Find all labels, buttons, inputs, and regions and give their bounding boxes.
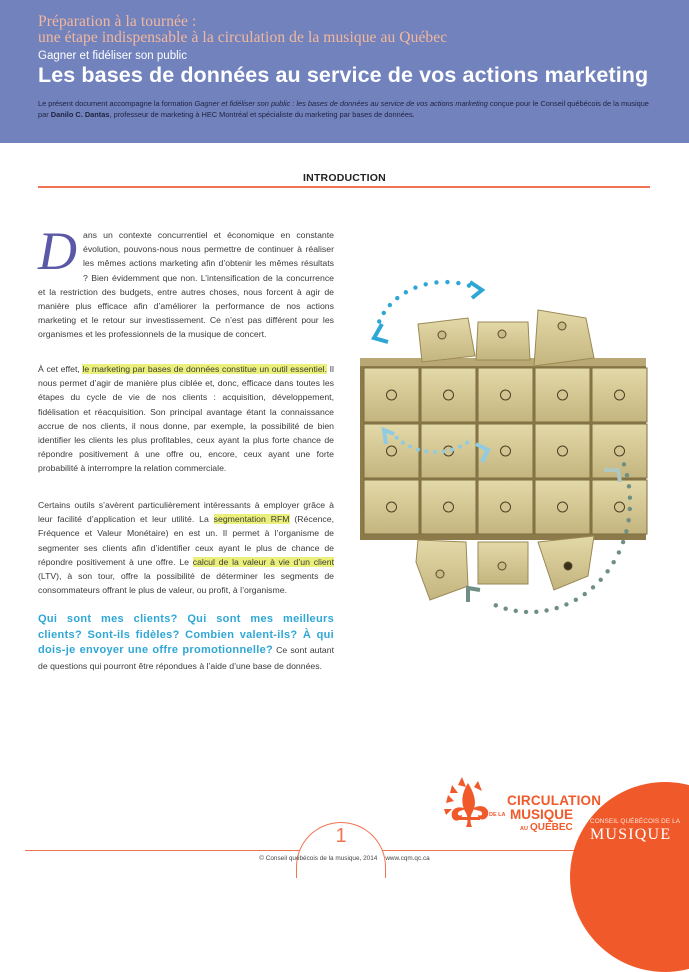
arrow-dot <box>622 462 626 466</box>
arrow-dot <box>554 606 558 610</box>
fleur-de-lis-sun-icon <box>438 775 498 835</box>
drawer-knob <box>387 446 397 456</box>
paragraph-3-c: (LTV), à son tour, offre la possibilité de déterminer les segments de consommateurs offrant le plus de valeur, ou profit, à l’organisme. <box>38 571 334 596</box>
arrow-dot <box>404 290 408 294</box>
arrow-dot <box>458 445 462 449</box>
arrow-dot <box>450 448 454 452</box>
drawer-knob <box>501 446 511 456</box>
paragraph-3 <box>38 498 334 597</box>
kicker <box>38 14 447 46</box>
arrow-dot <box>445 280 449 284</box>
drawer-knob <box>615 446 625 456</box>
note-author: Danilo C. Dantas <box>50 109 110 119</box>
note-course-title: Gagner et fidéliser son public : les bases de données au service de vos actions marketing <box>194 99 488 108</box>
bottom-drawers <box>416 536 594 600</box>
header-banner <box>0 0 689 143</box>
paragraph-2 <box>38 362 334 476</box>
arrow-dot <box>494 603 498 607</box>
arrow-dot <box>524 610 528 614</box>
arrow-dot <box>434 280 438 284</box>
top-drawers <box>418 310 594 366</box>
subtitle: Gagner et fidéliser son public <box>38 50 187 62</box>
arrow-dot <box>408 445 412 449</box>
arrow-dot <box>442 449 446 453</box>
paragraph-3-a: Certains outils s’avèrent particulièrement intéressants à employer grâce à leur facilité d’application et leur utilité. La <box>38 500 334 525</box>
section-divider <box>38 186 650 188</box>
arrow-dot <box>433 450 437 454</box>
page-number: 1 <box>335 825 347 847</box>
arrow-dot <box>401 441 405 445</box>
arrow-dot <box>583 592 587 596</box>
arrow-dot <box>456 281 460 285</box>
arrow-dot <box>605 569 609 573</box>
arrow-dot <box>544 608 548 612</box>
drawer-knob <box>558 390 568 400</box>
arrow-dot <box>395 296 399 300</box>
drawer-knob <box>387 502 397 512</box>
circulation-logo-line-3: QUÉBEC <box>530 822 573 833</box>
paragraph-2-rest: Il nous permet d’agir de manière plus ciblée et, donc, efficace dans toutes les étapes du cycle de vie de nos clients : acquisition, développement, fidélisation et réacquisition. Son principal avantage étant la connaissance accrue de nos clients, il nous donne, par exemple, la possibilité de bien identifier les clients les plus profitables, ceux ayant la plus forte chance de répondre positivement à une offre ou, encore, ceux ayant une forte probabilité à interrompre la relation commerciale. <box>38 364 334 474</box>
arrow-dot <box>628 507 632 511</box>
drawer-knob <box>501 502 511 512</box>
arrow-dot <box>626 518 630 522</box>
arrow-dot <box>465 441 469 445</box>
arrow-dot <box>377 319 381 323</box>
arrow-dot <box>413 285 417 289</box>
arrow-dot <box>624 529 628 533</box>
arrow-dot <box>534 610 538 614</box>
drawer-knob <box>558 446 568 456</box>
cqm-logo-line-1: CONSEIL QUÉBÉCOIS DE LA <box>590 818 681 825</box>
arrow-dot <box>599 578 603 582</box>
arrow-dot <box>424 282 428 286</box>
arrow-dot <box>611 560 615 564</box>
arrow-dot <box>564 602 568 606</box>
drawer-knob <box>501 390 511 400</box>
circulation-logo-line-1: CIRCULATION <box>507 793 602 808</box>
section-title: INTRODUCTION <box>303 172 386 184</box>
intro-note <box>38 99 658 120</box>
arrow-dot <box>574 598 578 602</box>
kicker-line-1: Préparation à la tournée : <box>38 13 197 30</box>
note-part-1: Le présent document accompagne la formation <box>38 99 195 108</box>
paragraph-3-b: (Récence, Fréquence et Valeur Monétaire) en est un. Il permet à l’organisme de segmenter ses clients afin d’identifier ceux ayant le plus de chance de répondre positivement à une offre. Le <box>38 514 334 567</box>
arrow-dot <box>591 585 595 589</box>
drawer-knob <box>444 390 454 400</box>
paragraph-1-text: ans un contexte concurrentiel et économique en constante évolution, pouvons-nous nous permettre de continuer à réaliser les mêmes actions marketing afin d’obtenir les mêmes résultats ? Bien évidemment que non. L’intensification de la concurrence et la restriction des budgets, entre autres choses, nous forcent à agir de manière plus efficace afin d’améliorer la performance de nos actions marketing et le retour sur investissement. Ce n’est pas différent pour les organismes et les professionnels de la musique de concert. <box>38 230 334 340</box>
arrow-dot <box>617 550 621 554</box>
key-questions: Qui sont mes clients? Qui sont mes meilleurs clients? Sont-ils fidèles? Combien valent-ils? À qui dois-je envoyer une offre promotionnelle? <box>38 613 334 656</box>
arrow-dot <box>627 484 631 488</box>
drawer-grid <box>364 368 647 534</box>
drawer-cabinet-illustration <box>350 262 670 642</box>
arrow-dot <box>424 449 428 453</box>
highlight-rfm: segmentation RFM <box>213 514 290 525</box>
arrow-dot <box>625 473 629 477</box>
paragraph-1 <box>38 221 334 342</box>
arrow-dot <box>416 448 420 452</box>
drawer-knob <box>615 390 625 400</box>
paragraph-4 <box>38 612 334 673</box>
arrow-dot <box>514 609 518 613</box>
arrow-dot <box>621 540 625 544</box>
arrow-dot <box>382 311 386 315</box>
drop-cap: D <box>38 221 77 281</box>
copyright: © Conseil québécois de la musique, 2014 <box>259 855 378 862</box>
drawer-knob <box>615 502 625 512</box>
drawer-knob <box>387 390 397 400</box>
circulation-logo-au: AU <box>520 826 528 832</box>
kicker-line-2: une étape indispensable à la circulation de la musique au Québec <box>38 29 448 46</box>
note-part-2: conçue pour le Conseil québécois de la musique par <box>38 99 649 119</box>
website-link[interactable]: www.cqm.qc.ca <box>385 855 430 862</box>
note-part-3: , professeur de marketing à HEC Montréal et spécialiste du marketing par bases de données. <box>109 109 415 119</box>
circulation-logo-de-la: DE LA <box>489 812 506 818</box>
drawer-knob <box>444 502 454 512</box>
arrow-dot <box>388 303 392 307</box>
paragraph-2-lead: À cet effet, <box>38 364 83 374</box>
cqm-logo-line-2: MUSIQUE <box>590 826 672 843</box>
drawer-knob <box>558 502 568 512</box>
arrow-dot <box>628 495 632 499</box>
paragraph-4-text: Ce sont autant de questions qui pourront être répondues à l’aide d’une base de données. <box>38 645 335 671</box>
page-title: Les bases de données au service de vos actions marketing <box>38 63 649 87</box>
highlight-database-marketing: le marketing par bases de données constitue un outil essentiel. <box>82 364 327 374</box>
arrow-dot <box>395 436 399 440</box>
circulation-logo-line-2: MUSIQUE <box>510 807 574 822</box>
arrow-dot <box>503 606 507 610</box>
highlight-ltv: calcul de la valeur à vie d’un client <box>192 556 334 567</box>
